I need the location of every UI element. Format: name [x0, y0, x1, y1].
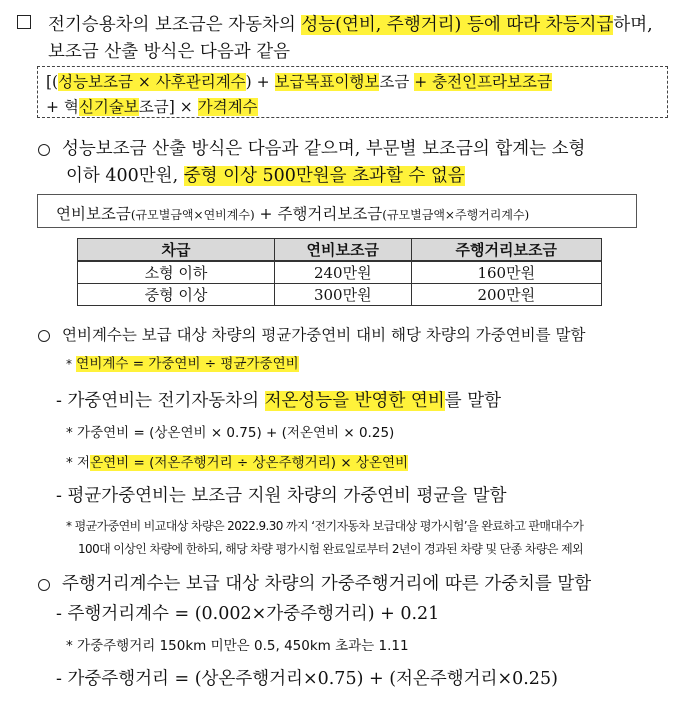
circle-bullet-icon [38, 144, 50, 156]
perf-line-2: 이하 400만원, 중형 이상 500만원을 초과할 수 없음 [66, 166, 465, 186]
heading-line-2: 보조금 산출 방식은 다음과 같음 [48, 42, 291, 62]
table-cell: 160만원 [411, 261, 601, 284]
table-cell: 소형 이하 [78, 261, 275, 284]
formula2: 연비보조금(규모별금액×연비계수) + 주행거리보조금(규모별금액×주행거리계수) [56, 205, 530, 223]
table-cell: 300만원 [275, 284, 412, 306]
range-title: 주행거리계수는 보급 대상 차량의 가중주행거리에 따른 가중치를 말함 [38, 570, 591, 595]
fuel-note-1: * 연비계수 = 가중연비 ÷ 평균가중연비 [66, 356, 299, 372]
formula1-line-1: [(성능보조금 × 사후관리계수) + 보급목표이행보조금 + 충전인프라보조금 [46, 73, 552, 91]
fuel-note-2: * 가중연비 = (상온연비 × 0.75) + (저온연비 × 0.25) [66, 425, 395, 441]
table-cell: 중형 이상 [78, 284, 275, 306]
range-dash-2: - 가중주행거리 = (상온주행거리×0.75) + (저온주행거리×0.25) [56, 669, 558, 689]
table-row [78, 261, 602, 284]
formula1-line-2: + 혁신기술보조금] × 가격계수 [46, 98, 258, 116]
perf-line-1: 성능보조금 산출 방식은 다음과 같으며, 부문별 보조금의 합계는 소형 [38, 135, 585, 160]
checkbox-square-icon [17, 15, 31, 29]
circle-bullet-icon [38, 579, 50, 591]
table-row [78, 284, 602, 306]
fuel-note-3: * 저온연비 = (저온주행거리 ÷ 상온주행거리) × 상온연비 [66, 455, 409, 471]
heading-line-1: 전기승용차의 보조금은 자동차의 성능(연비, 주행거리) 등에 따라 차등지급하며, [48, 15, 653, 35]
table-header: 주행거리보조금 [411, 239, 601, 262]
fuel-note-4-line-1: * 평균가중연비 비교대상 차량은 2022.9.30 까지 ‘전기자동차 보급대상 평가시험’을 완료하고 판매대수가 [66, 519, 584, 533]
table-cell: 240만원 [275, 261, 412, 284]
table-header: 차급 [78, 239, 275, 262]
highlight-differential-grant: 성능(연비, 주행거리) 등에 따라 차등지급 [301, 15, 614, 35]
table-header: 연비보조금 [275, 239, 412, 262]
fuel-dash-1: - 가중연비는 전기자동차의 저온성능을 반영한 연비를 말함 [56, 391, 502, 411]
table-header-row [78, 239, 602, 262]
fuel-title: 연비계수는 보급 대상 차량의 평균가중연비 대비 해당 차량의 가중연비를 말함 [38, 323, 585, 345]
fuel-dash-2: - 평균가중연비는 보조금 지원 차량의 가중연비 평균을 말함 [56, 486, 507, 506]
range-note-1: * 가중주행거리 150km 미만은 0.5, 450km 초과는 1.11 [66, 638, 409, 654]
circle-bullet-icon [38, 330, 50, 342]
fuel-note-4-line-2: 100대 이상인 차량에 한하되, 해당 차량 평가시험 완료일로부터 2년이 경과된 차량 및 단종 차량은 제외 [78, 542, 584, 556]
grant-table [77, 238, 602, 306]
range-dash-1: - 주행거리계수 = (0.002×가중주행거리) + 0.21 [56, 604, 440, 624]
table-cell: 200만원 [411, 284, 601, 306]
